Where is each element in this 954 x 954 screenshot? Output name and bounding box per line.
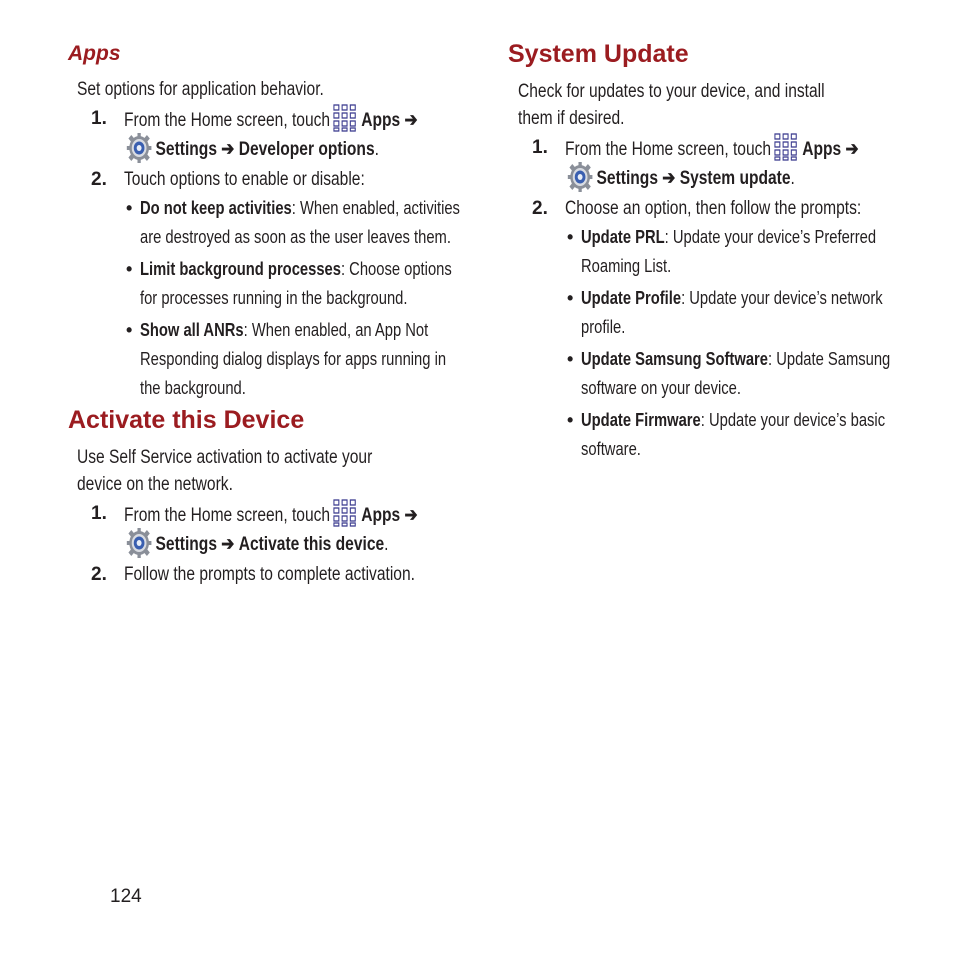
apps-subheading: Apps [68,42,121,65]
step-number: 2. [91,169,107,190]
step-number: 1. [91,503,107,524]
system-update-heading: System Update [508,40,689,68]
activate-intro: Use Self Service activation to activate your device on the network. [77,447,373,495]
system-update-step-1-cont: Settings ➔ System update. [567,162,845,193]
activate-step-1-cont: Settings ➔ Activate this device. [126,528,446,559]
step-text: From the Home screen, touch Apps ➔ [565,133,859,164]
apps-grid-icon [774,133,797,161]
system-update-intro: Check for updates to your device, and install them if desired. [518,81,825,129]
activate-heading: Activate this Device [68,406,305,434]
settings-gear-icon [126,133,152,163]
step-number: 1. [532,137,548,158]
apps-grid-icon [333,499,356,527]
page-number: 124 [110,886,142,907]
step-number: 2. [532,198,548,219]
apps-grid-icon [333,104,356,132]
step-text: Follow the prompts to complete activation. [124,564,415,585]
step-number: 1. [91,108,107,129]
step-text: From the Home screen, touch Apps ➔ [124,499,418,530]
apps-intro: Set options for application behavior. [77,79,324,100]
settings-gear-icon [126,528,152,558]
step-text: Touch options to enable or disable: [124,169,365,190]
step-text: From the Home screen, touch Apps ➔ [124,104,418,135]
step-text: Choose an option, then follow the prompts: [565,198,862,219]
apps-step-1-cont: Settings ➔ Developer options. [126,133,434,164]
step-number: 2. [91,564,107,585]
settings-gear-icon [567,162,593,192]
